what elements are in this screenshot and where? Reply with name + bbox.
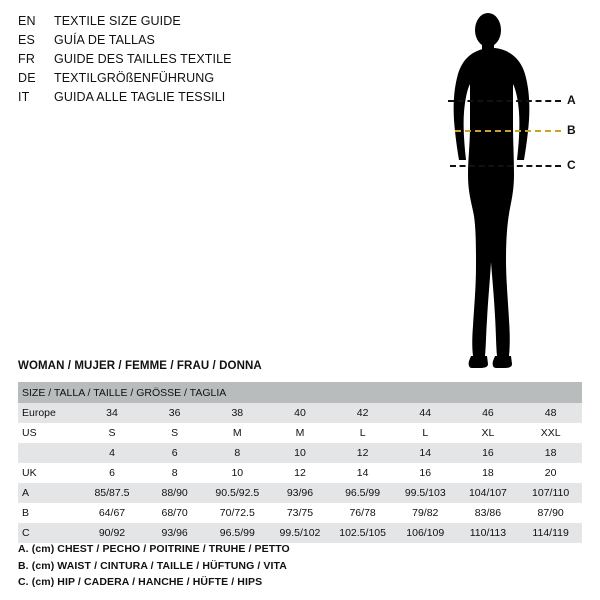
cell: 90/92 [81,523,144,543]
cell: 104/107 [457,483,520,503]
cell: 110/113 [457,523,520,543]
title-lang-fr: FR [18,52,36,66]
cell: L [331,423,394,443]
cell: 6 [143,443,206,463]
cell: 88/90 [143,483,206,503]
cell: 18 [519,443,582,463]
size-table-container [18,382,582,543]
woman-section-heading: WOMAN / MUJER / FEMME / FRAU / DONNA [18,360,262,372]
cell: 16 [457,443,520,463]
cell: 8 [143,463,206,483]
cell: S [81,423,144,443]
title-row-it [18,90,358,109]
cell: 93/96 [143,523,206,543]
row-label-europe: Europe [18,403,81,423]
table-header-label: SIZE / TALLA / TAILLE / GRÖSSE / TAGLIA [18,382,582,403]
cell: XXL [519,423,582,443]
measure-line-b [455,130,561,132]
measure-label-b: B [567,123,576,137]
cell: 76/78 [331,503,394,523]
cell: 40 [269,403,332,423]
title-text-it: GUIDA ALLE TAGLIE TESSILI [54,90,226,104]
cell: 36 [143,403,206,423]
cell: 99.5/102 [269,523,332,543]
cell: L [394,423,457,443]
table-row [18,463,582,483]
title-lang-en: EN [18,14,36,28]
cell: S [143,423,206,443]
cell: 96.5/99 [331,483,394,503]
title-row-de [18,71,358,90]
cell: M [269,423,332,443]
footnotes [18,541,578,591]
title-row-en [18,14,358,33]
footnote-b: B. (cm) WAIST / CINTURA / TAILLE / HÜFTUNG / VITA [18,559,287,572]
woman-silhouette-icon [400,8,590,368]
cell: 114/119 [519,523,582,543]
table-row [18,483,582,503]
cell: 16 [394,463,457,483]
cell: 102.5/105 [331,523,394,543]
cell: 42 [331,403,394,423]
cell: 46 [457,403,520,423]
cell: 70/72.5 [206,503,269,523]
footnote-a: A. (cm) CHEST / PECHO / POITRINE / TRUHE / PETTO [18,543,290,555]
table-row [18,503,582,523]
cell: 68/70 [143,503,206,523]
footnote-c: C. (cm) HIP / CADERA / HANCHE / HÜFTE / HIPS [18,576,263,588]
title-lang-de: DE [18,71,36,85]
cell: 48 [519,403,582,423]
table-row [18,423,582,443]
cell: 44 [394,403,457,423]
cell: 18 [457,463,520,483]
cell: 34 [81,403,144,423]
title-row-es [18,33,358,52]
row-label-us: US [18,423,81,443]
title-text-fr: GUIDE DES TAILLES TEXTILE [54,52,232,66]
cell: 12 [269,463,332,483]
table-row [18,443,582,463]
cell: 64/67 [81,503,144,523]
measure-line-a [448,100,561,102]
cell: 99.5/103 [394,483,457,503]
measure-line-c [450,165,561,167]
cell: 96.5/99 [206,523,269,543]
title-text-de: TEXTILGRÖßENFÜHRUNG [54,71,215,85]
title-lang-it: IT [18,90,30,104]
row-label-a: A [18,483,81,503]
title-lang-es: ES [18,33,36,47]
cell: 14 [331,463,394,483]
title-text-es: GUÍA DE TALLAS [54,33,155,47]
title-text-en: TEXTILE SIZE GUIDE [54,14,181,28]
cell: 10 [206,463,269,483]
cell: M [206,423,269,443]
measure-label-a: A [567,93,576,107]
row-label-c: C [18,523,81,543]
cell: 20 [519,463,582,483]
body-figure [400,8,590,368]
cell: 6 [81,463,144,483]
cell: 87/90 [519,503,582,523]
cell: 8 [206,443,269,463]
cell: XL [457,423,520,443]
cell: 85/87.5 [81,483,144,503]
cell: 83/86 [457,503,520,523]
measure-label-c: C [567,158,576,172]
cell: 73/75 [269,503,332,523]
cell: 38 [206,403,269,423]
cell: 90.5/92.5 [206,483,269,503]
cell: 4 [81,443,144,463]
table-header-row [18,382,582,403]
cell: 10 [269,443,332,463]
cell: 107/110 [519,483,582,503]
row-label-uk: UK [18,463,81,483]
row-label-us-numeric [18,443,81,463]
row-label-b: B [18,503,81,523]
cell: 106/109 [394,523,457,543]
size-table [18,382,582,543]
cell: 14 [394,443,457,463]
table-row [18,403,582,423]
table-row [18,523,582,543]
title-block [18,14,358,109]
cell: 93/96 [269,483,332,503]
cell: 79/82 [394,503,457,523]
cell: 12 [331,443,394,463]
title-row-fr [18,52,358,71]
